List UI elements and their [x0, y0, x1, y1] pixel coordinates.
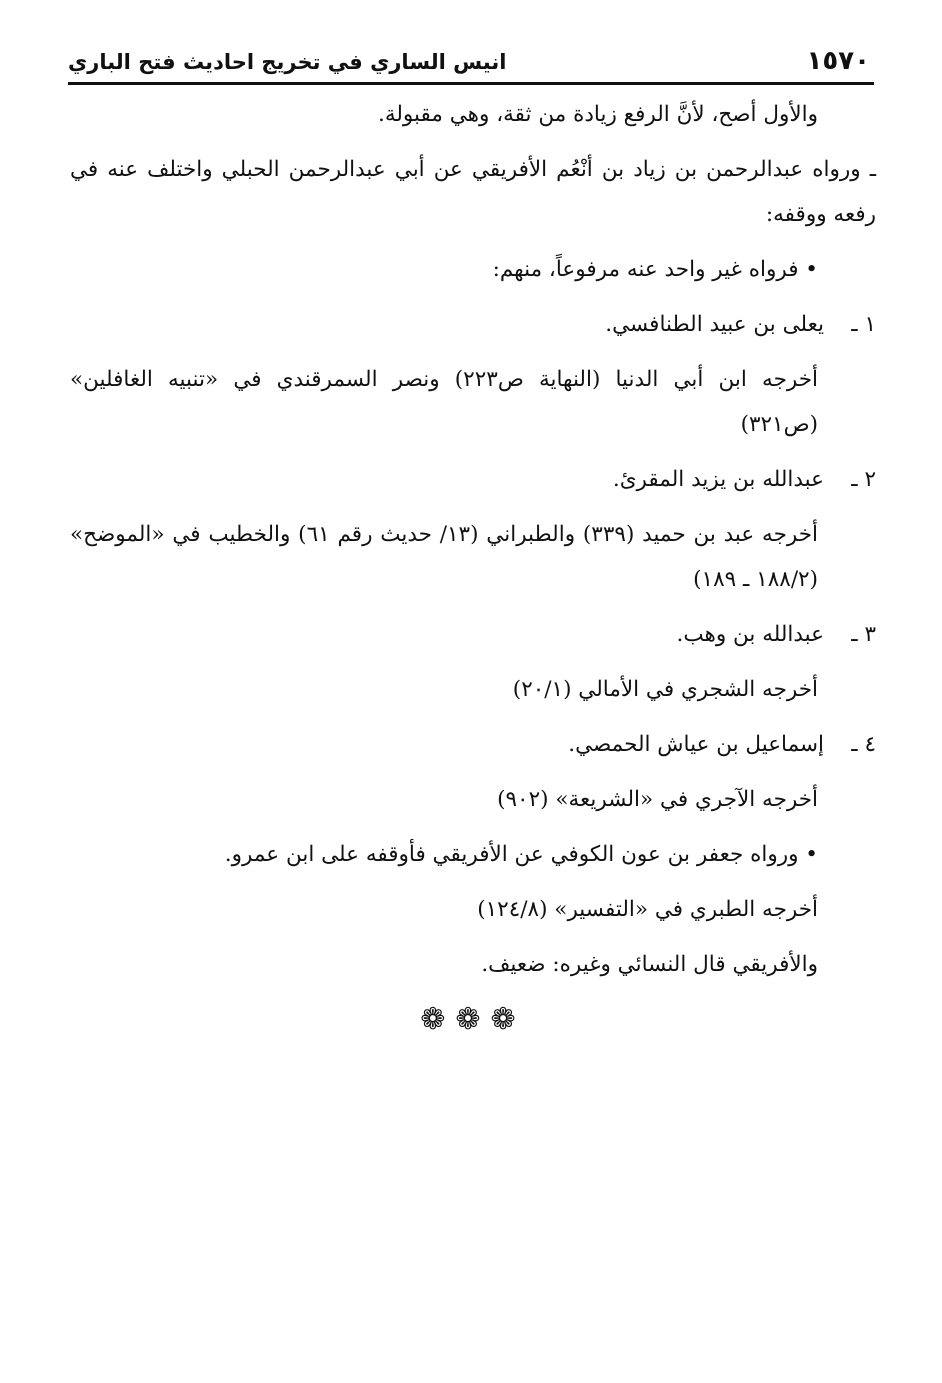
narrator-name: عبدالله بن وهب.: [676, 622, 824, 647]
section-end-ornaments: ❁❁❁: [420, 1002, 526, 1037]
reference-text: أخرجه ابن أبي الدنيا (النهاية ص٢٢٣) ونصر السمرقندي في «تنبيه الغافلين» (ص٣٢١): [70, 367, 818, 437]
reference-text: أخرجه الشجري في الأمالي (٢٠/١): [512, 677, 818, 702]
list-item: [70, 612, 876, 657]
list-item: [70, 302, 876, 347]
item-number: ١ ـ: [851, 312, 876, 337]
reference-text: أخرجه عبد بن حميد (٣٣٩) والطبراني (١٣/ حديث رقم ٦١) والخطيب في «الموضح» (١٨٨/٢ ـ ١٨٩): [70, 522, 818, 592]
page-number: ١٥٧٠: [806, 46, 870, 76]
narrator-name: عبدالله بن يزيد المقرئ.: [612, 467, 824, 492]
narrator-name: يعلى بن عبيد الطنافسي.: [605, 312, 824, 337]
page-body: [70, 92, 876, 1042]
paragraph-narration: ـ ورواه عبدالرحمن بن زياد بن أنْعُم الأفريقي عن أبي عبدالرحمن الحبلي واختلف عنه في رفعه ووقفه:: [70, 157, 876, 227]
paragraph-verdict: والأفريقي قال النسائي وغيره: ضعيف.: [481, 952, 818, 977]
running-header: [68, 32, 874, 85]
bullet-mawquf: • ورواه جعفر بن عون الكوفي عن الأفريقي فأوقفه على ابن عمرو.: [224, 842, 818, 867]
book-title: انيس الساري في تخريج احاديث فتح الباري: [68, 50, 507, 74]
item-number: ٢ ـ: [851, 467, 876, 492]
list-item: [70, 457, 876, 502]
reference-text: أخرجه الطبري في «التفسير» (١٢٤/٨): [477, 897, 818, 922]
list-item: [70, 722, 876, 767]
paragraph-conclusion: والأول أصح، لأنَّ الرفع زيادة من ثقة، وهي مقبولة.: [377, 102, 818, 127]
item-number: ٣ ـ: [851, 622, 876, 647]
bullet-marfu: • فرواه غير واحد عنه مرفوعاً، منهم:: [492, 257, 818, 282]
narrator-name: إسماعيل بن عياش الحمصي.: [568, 732, 824, 757]
item-number: ٤ ـ: [851, 732, 876, 757]
reference-text: أخرجه الآجري في «الشريعة» (٩٠٢): [497, 787, 818, 812]
